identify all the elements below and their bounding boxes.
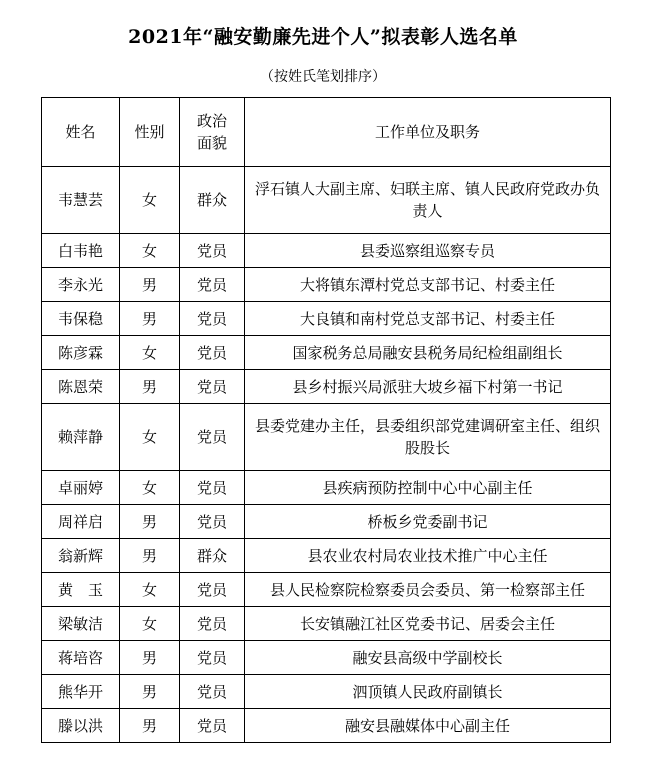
cell-job: 融安县融媒体中心副主任 <box>245 709 611 743</box>
cell-party: 群众 <box>180 167 245 234</box>
cell-job: 县农业农村局农业技术推广中心主任 <box>245 539 611 573</box>
table-row <box>42 709 611 743</box>
table-row <box>42 539 611 573</box>
cell-name: 韦慧芸 <box>42 167 120 234</box>
cell-party: 党员 <box>180 607 245 641</box>
cell-party: 党员 <box>180 268 245 302</box>
cell-gender: 女 <box>120 573 180 607</box>
cell-job: 国家税务总局融安县税务局纪检组副组长 <box>245 336 611 370</box>
header-gender: 性别 <box>120 98 180 167</box>
cell-job: 桥板乡党委副书记 <box>245 505 611 539</box>
cell-gender: 男 <box>120 302 180 336</box>
sort-note: （按姓氏笔划排序） <box>260 69 386 85</box>
cell-job: 大将镇东潭村党总支部书记、村委主任 <box>245 268 611 302</box>
cell-job: 泗顶镇人民政府副镇长 <box>245 675 611 709</box>
header-job: 工作单位及职务 <box>245 98 611 167</box>
cell-gender: 女 <box>120 471 180 505</box>
cell-gender: 女 <box>120 234 180 268</box>
table-row <box>42 505 611 539</box>
cell-gender: 男 <box>120 370 180 404</box>
cell-job: 大良镇和南村党总支部书记、村委主任 <box>245 302 611 336</box>
cell-job: 浮石镇人大副主席、妇联主席、镇人民政府党政办负责人 <box>245 167 611 234</box>
cell-name: 白韦艳 <box>42 234 120 268</box>
cell-name: 周祥启 <box>42 505 120 539</box>
cell-gender: 男 <box>120 505 180 539</box>
cell-name: 陈恩荣 <box>42 370 120 404</box>
cell-party: 党员 <box>180 675 245 709</box>
header-name: 姓名 <box>42 98 120 167</box>
table-row <box>42 234 611 268</box>
cell-party: 党员 <box>180 471 245 505</box>
cell-job: 融安县高级中学副校长 <box>245 641 611 675</box>
table-row <box>42 404 611 471</box>
cell-party: 党员 <box>180 404 245 471</box>
cell-party: 党员 <box>180 336 245 370</box>
cell-party: 党员 <box>180 573 245 607</box>
cell-job: 长安镇融江社区党委书记、居委会主任 <box>245 607 611 641</box>
cell-name: 滕以洪 <box>42 709 120 743</box>
table-row <box>42 336 611 370</box>
cell-gender: 男 <box>120 641 180 675</box>
cell-job: 县委巡察组巡察专员 <box>245 234 611 268</box>
cell-name: 蒋培咨 <box>42 641 120 675</box>
header-party: 政治面貌 <box>180 98 245 167</box>
table-row <box>42 675 611 709</box>
table-row <box>42 370 611 404</box>
table-row <box>42 167 611 234</box>
cell-gender: 男 <box>120 539 180 573</box>
cell-job: 县人民检察院检察委员会委员、第一检察部主任 <box>245 573 611 607</box>
cell-gender: 男 <box>120 709 180 743</box>
cell-gender: 女 <box>120 336 180 370</box>
cell-name: 韦保稳 <box>42 302 120 336</box>
cell-party: 党员 <box>180 709 245 743</box>
cell-name: 卓丽婷 <box>42 471 120 505</box>
cell-gender: 女 <box>120 167 180 234</box>
cell-party: 党员 <box>180 302 245 336</box>
cell-name: 李永光 <box>42 268 120 302</box>
table-row <box>42 607 611 641</box>
cell-name: 黄 玉 <box>42 573 120 607</box>
cell-party: 党员 <box>180 641 245 675</box>
cell-job: 县疾病预防控制中心中心副主任 <box>245 471 611 505</box>
cell-name: 陈彦霖 <box>42 336 120 370</box>
cell-party: 党员 <box>180 505 245 539</box>
cell-gender: 女 <box>120 607 180 641</box>
table-row <box>42 573 611 607</box>
table-header-row <box>42 98 611 167</box>
cell-gender: 女 <box>120 404 180 471</box>
cell-party: 群众 <box>180 539 245 573</box>
table-row <box>42 471 611 505</box>
cell-party: 党员 <box>180 234 245 268</box>
cell-name: 翁新辉 <box>42 539 120 573</box>
cell-job: 县乡村振兴局派驻大坡乡福下村第一书记 <box>245 370 611 404</box>
document-title: 2021年“融安勤廉先进个人”拟表彰人选名单 <box>128 26 518 48</box>
cell-job: 县委党建办主任，县委组织部党建调研室主任、组织股股长 <box>245 404 611 471</box>
cell-gender: 男 <box>120 268 180 302</box>
cell-party: 党员 <box>180 370 245 404</box>
cell-name: 赖萍静 <box>42 404 120 471</box>
table-row <box>42 641 611 675</box>
cell-name: 熊华开 <box>42 675 120 709</box>
table-row <box>42 268 611 302</box>
table-row <box>42 302 611 336</box>
table-body <box>42 167 611 743</box>
cell-name: 梁敏洁 <box>42 607 120 641</box>
nominee-table <box>41 97 611 743</box>
cell-gender: 男 <box>120 675 180 709</box>
